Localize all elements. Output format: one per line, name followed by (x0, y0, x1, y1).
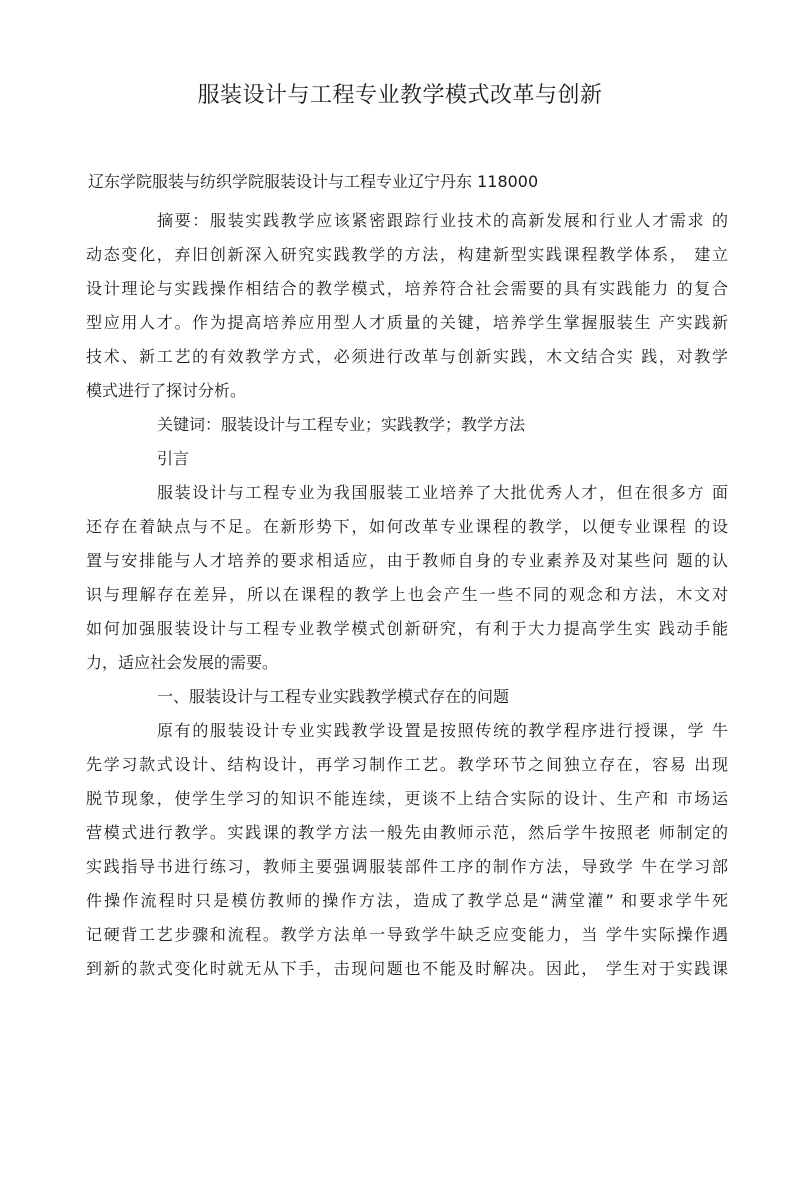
text-line: 设计理论与实践操作相结合的教学模式，培养符合社会需要的具有实践能力 的复合 (86, 279, 728, 298)
text-line: 引言 (157, 449, 190, 468)
text-line: 如何加强服装设计与工程专业教学模式创新研究，有利于大力提高学生实 践动手能 (86, 619, 728, 638)
text-line: 力，适应社会发展的需要。 (86, 653, 279, 672)
text-line: 件操作流程时只是模仿教师的操作方法，造成了教学总是“满堂灌” 和要求学牛死 (86, 891, 728, 910)
text-line: 到新的款式变化时就无从下手，击现问题也不能及时解决。因此， 学生对于实践课 (86, 959, 728, 978)
text-line: 先学习款式设计、结构设计，再学习制作工艺。教学环节之间独立存在，容易 出现 (86, 755, 728, 774)
text-line: 还存在着缺点与不足。在新形势下，如何改革专业课程的教学，以便专业课程 的设 (86, 517, 728, 536)
document-title: 服装设计与工程专业教学模式改革与创新 (197, 83, 603, 108)
text-line: 动态变化，弃旧创新深入研究实践教学的方法，构建新型实践课程教学体系， 建立 (86, 245, 728, 264)
document-body (86, 204, 728, 986)
text-line: 型应用人才。作为提高培养应用型人才质量的关键，培养学生掌握服装生 产实践新 (86, 313, 728, 332)
text-line: 原有的服装设计专业实践教学设置是按照传统的教学程序进行授课，学 牛 (157, 721, 728, 740)
text-line: 模式进行了探讨分析。 (86, 381, 247, 400)
text-line: 关键词：服装设计与工程专业；实践教学；教学方法 (157, 415, 526, 434)
text-line: 摘要：服装实践教学应该紧密跟踪行业技术的高新发展和行业人才需求 的 (157, 211, 728, 230)
text-line: 记硬背工艺步骤和流程。教学方法单一导致学牛缺乏应变能力，当 学牛实际操作遇 (86, 925, 728, 944)
text-line: 技术、新工艺的有效教学方式，必须进行改革与创新实践，木文结合实 践，对教学 (86, 347, 728, 366)
text-line: 脱节现象，使学生学习的知识不能连续，更谈不上结合实际的设计、生产和 市场运 (86, 789, 728, 808)
text-line: 置与安排能与人才培养的要求相适应，由于教师自身的专业素养及对某些问 题的认 (86, 551, 728, 570)
text-line: 营模式进行教学。实践课的教学方法一般先由教师示范，然后学牛按照老 师制定的 (86, 823, 728, 842)
author-affiliation: 辽东学院服装与纺织学院服装设计与工程专业辽宁丹东 118000 (88, 172, 539, 191)
text-line: 服装设计与工程专业为我国服装工业培养了大批优秀人才，但在很多方 面 (157, 483, 728, 502)
text-line: 实践指导书进行练习，教师主要强调服装部件工序的制作方法，导致学 牛在学习部 (86, 857, 728, 876)
text-line: 识与理解存在差异，所以在课程的教学上也会产生一些不同的观念和方法，木文对 (86, 585, 728, 604)
text-line: 一、服装设计与工程专业实践教学模式存在的问题 (157, 687, 510, 706)
